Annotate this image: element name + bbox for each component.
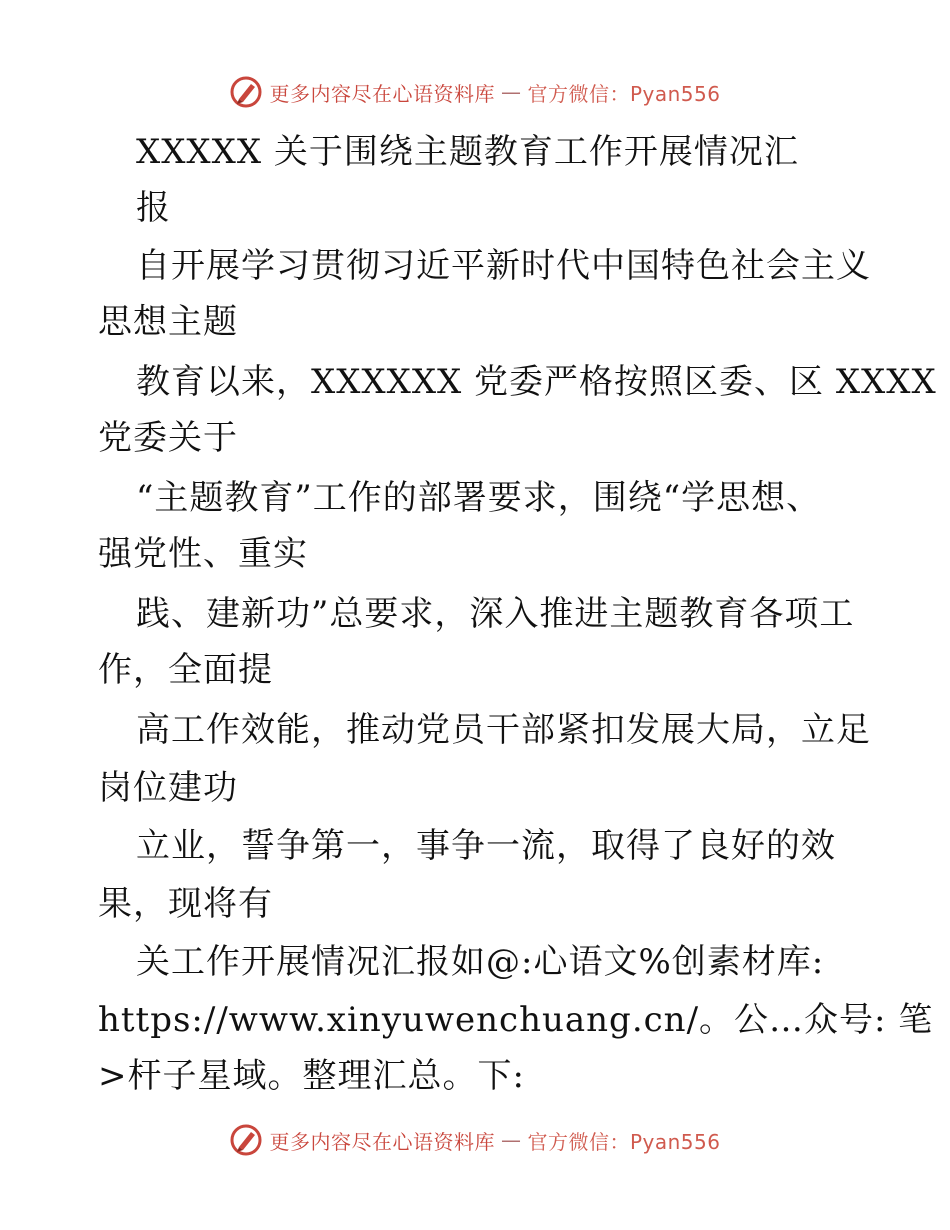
paragraph-line: 作，全面提	[98, 650, 273, 690]
paragraph-line: 果，现将有	[98, 884, 273, 924]
paragraph-line: 强党性、重实	[98, 534, 308, 574]
paragraph-line: >杆子星域。整理汇总。下:	[98, 1056, 525, 1096]
document-title-line-1: XXXXX 关于围绕主题教育工作开展情况汇	[136, 132, 799, 172]
paragraph-line: 自开展学习贯彻习近平新时代中国特色社会主义	[136, 246, 871, 286]
paragraph-line: 关工作开展情况汇报如@:心语文%创素材库:	[136, 942, 825, 982]
header-watermark	[0, 72, 950, 112]
paragraph-line: 党委关于	[98, 418, 238, 458]
pen-circle-logo-icon	[229, 1123, 263, 1157]
watermark-wechat: 官方微信：Pyan556	[527, 81, 721, 106]
paragraph-line: 立业，誓争第一，事争一流，取得了良好的效	[136, 826, 836, 866]
watermark-separator: —	[500, 80, 522, 104]
paragraph-line: 思想主题	[98, 302, 238, 342]
pen-circle-logo-icon	[229, 75, 263, 109]
paragraph-line: “主题教育”工作的部署要求，围绕“学思想、	[136, 478, 822, 518]
paragraph-line-url: https://www.xinyuwenchuang.cn/。公…众号: 笔	[98, 1000, 934, 1040]
paragraph-line: 岗位建功	[98, 768, 238, 808]
paragraph-line: 教育以来，XXXXXX 党委严格按照区委、区 XXXX	[136, 362, 937, 402]
watermark-separator: —	[500, 1128, 522, 1152]
watermark-wechat: 官方微信：Pyan556	[527, 1129, 721, 1154]
watermark-text: 更多内容尽在心语资料库	[269, 1129, 495, 1154]
watermark-text: 更多内容尽在心语资料库	[269, 81, 495, 106]
paragraph-line: 高工作效能，推动党员干部紧扣发展大局，立足	[136, 710, 871, 750]
footer-watermark	[0, 1120, 950, 1160]
paragraph-line: 践、建新功”总要求，深入推进主题教育各项工	[136, 594, 855, 634]
document-title-line-2: 报	[136, 188, 171, 228]
